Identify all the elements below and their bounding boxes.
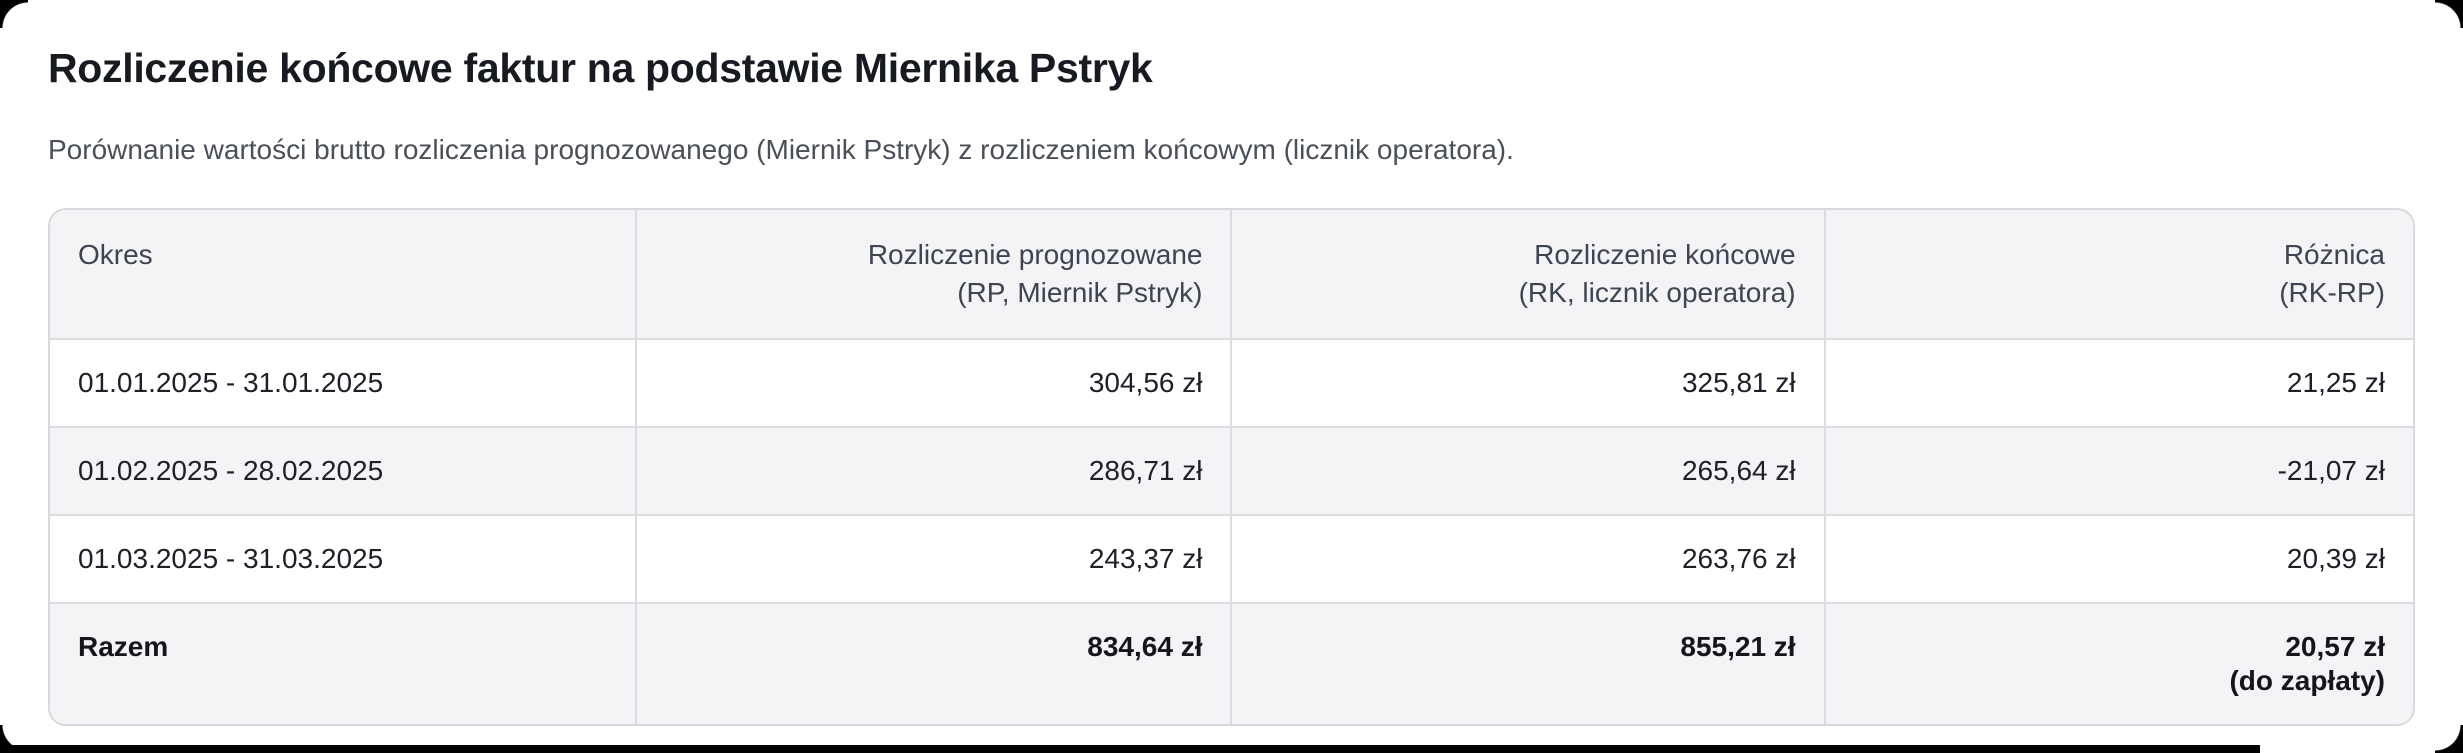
cell-rozliczenie-koncowe: 263,76 zł [1231,515,1824,603]
cell-total-rozliczenie-prognozowane: 834,64 zł [636,603,1231,724]
crop-corner-top-right [2435,0,2463,28]
table-total-row [50,603,2413,724]
cell-rozliczenie-prognozowane: 304,56 zł [636,339,1231,427]
column-header-rozliczenie-koncowe: Rozliczenie końcowe (RK, licznik operatora) [1231,210,1824,339]
cell-roznica: 21,25 zł [1825,339,2413,427]
column-header-rozliczenie-prognozowane: Rozliczenie prognozowane (RP, Miernik Pstryk) [636,210,1231,339]
crop-corner-top-left [0,0,28,28]
cell-rozliczenie-koncowe: 265,64 zł [1231,427,1824,515]
cell-okres: 01.03.2025 - 31.03.2025 [50,515,636,603]
cell-rozliczenie-koncowe: 325,81 zł [1231,339,1824,427]
cell-okres: 01.02.2025 - 28.02.2025 [50,427,636,515]
table-row [50,515,2413,603]
table-header-row [50,210,2413,339]
cell-roznica: 20,39 zł [1825,515,2413,603]
cell-okres: 01.01.2025 - 31.01.2025 [50,339,636,427]
page-title: Rozliczenie końcowe faktur na podstawie Miernika Pstryk [48,45,1153,91]
crop-corner-bottom-right [2435,725,2463,753]
settlement-table [50,210,2413,724]
settlement-table-card [48,208,2415,726]
crop-corner-bottom-left [0,725,28,753]
table-row [50,427,2413,515]
cell-rozliczenie-prognozowane: 243,37 zł [636,515,1231,603]
bottom-black-bar [8,745,2260,753]
cell-total-rozliczenie-koncowe: 855,21 zł [1231,603,1824,724]
column-header-roznica: Różnica (RK-RP) [1825,210,2413,339]
column-header-okres: Okres [50,210,636,339]
table-row [50,339,2413,427]
cell-roznica: -21,07 zł [1825,427,2413,515]
cell-total-roznica: 20,57 zł (do zapłaty) [1825,603,2413,724]
cell-rozliczenie-prognozowane: 286,71 zł [636,427,1231,515]
page-subtitle: Porównanie wartości brutto rozliczenia prognozowanego (Miernik Pstryk) z rozliczeniem końcowym (licznik operatora). [48,134,1514,165]
cell-total-label: Razem [50,603,636,724]
